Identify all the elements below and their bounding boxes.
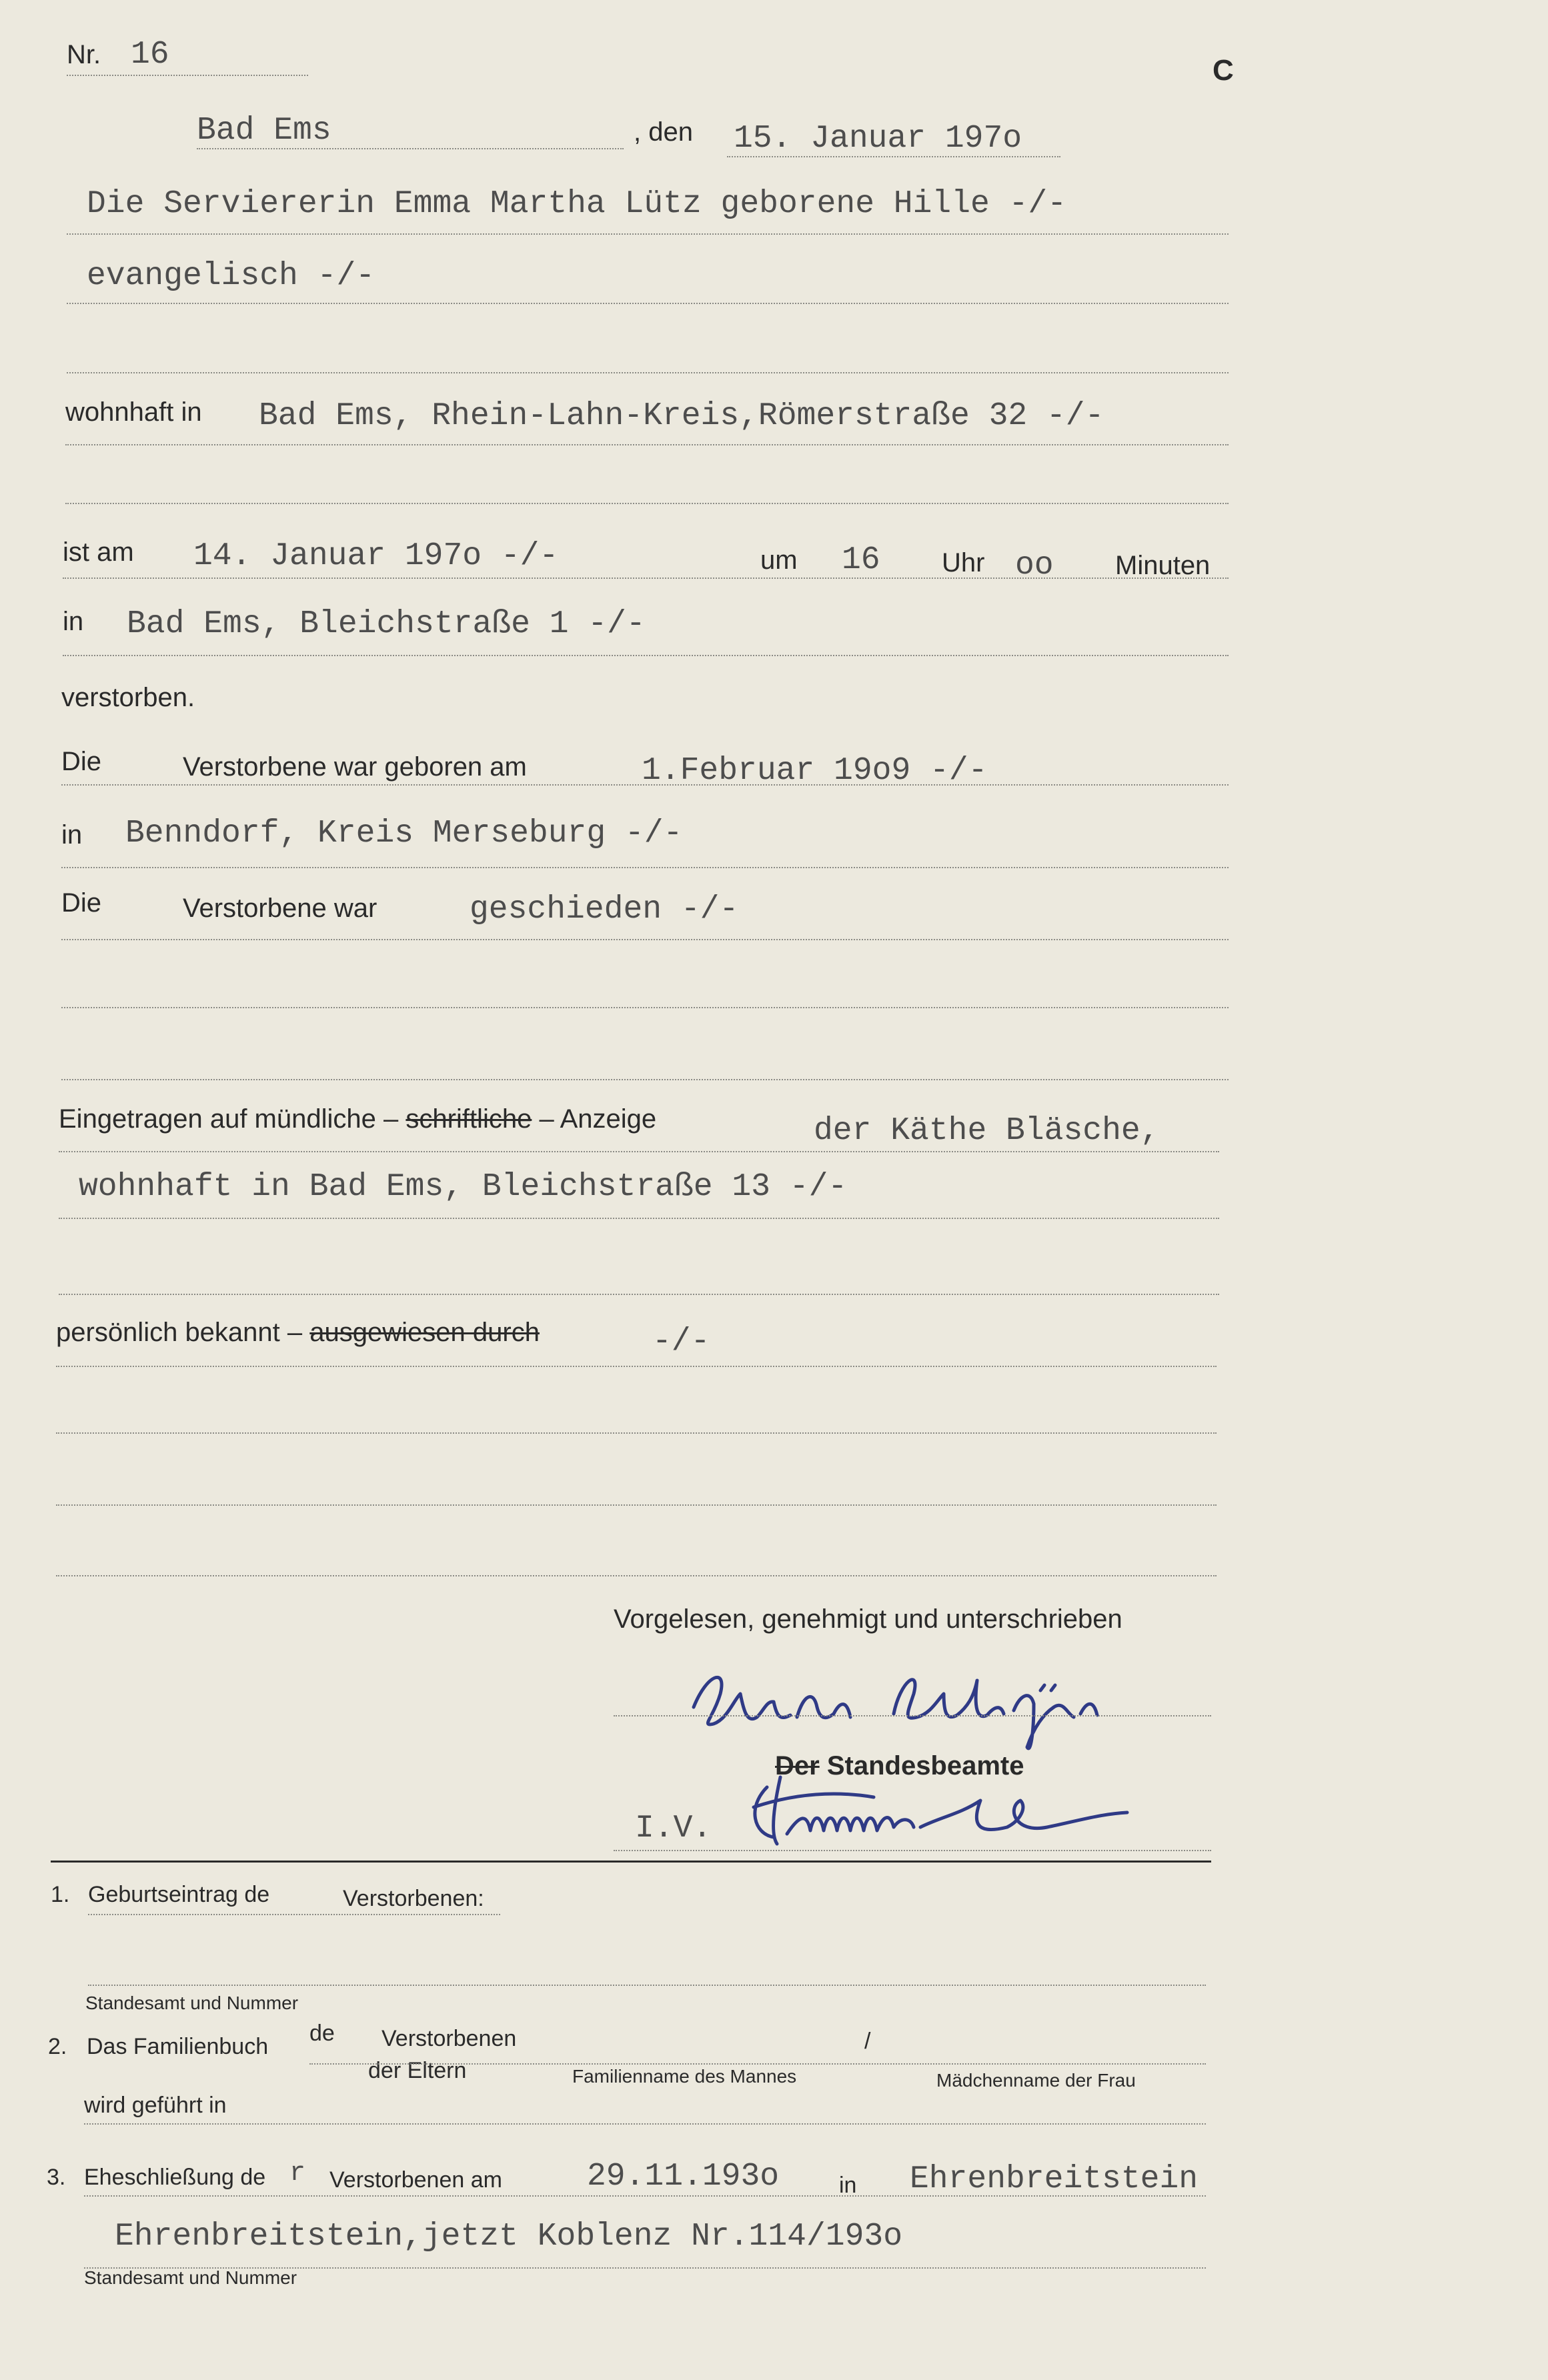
status-war-label: Verstorbene war (183, 894, 377, 923)
residence-value: Bad Ems, Rhein-Lahn-Kreis,Römerstraße 32 -/- (259, 398, 1104, 434)
death-in-label: in (63, 607, 84, 636)
status-underline (61, 939, 1229, 940)
blank-underline-8 (56, 1575, 1217, 1576)
blank-underline-1 (67, 372, 1229, 373)
item1-underline-2 (88, 1985, 1206, 1986)
minuten-label: Minuten (1115, 551, 1211, 580)
item2-caption-wife: Mädchenname der Frau (936, 2070, 1136, 2091)
item2-de: de (309, 2021, 335, 2046)
item1-underline-1 (88, 1914, 500, 1915)
person-underline-2 (67, 303, 1229, 304)
official-title-text: Standesbeamte (826, 1751, 1024, 1780)
identification-underline (56, 1366, 1217, 1367)
den-label: , den (634, 117, 693, 147)
blank-underline-7 (56, 1504, 1217, 1506)
item2-verstorbenen: Verstorbenen (381, 2026, 517, 2051)
ist-am-label: ist am (63, 537, 134, 567)
item1-label-b: Verstorbenen: (343, 1886, 484, 1911)
place-underline (197, 148, 624, 149)
death-time-underline (63, 577, 1229, 579)
registration-label-struck: schriftliche (406, 1104, 532, 1134)
status-value: geschieden -/- (470, 892, 739, 928)
residence-label: wohnhaft in (65, 397, 202, 427)
birth-die-label: Die (61, 747, 102, 776)
informant-signature-underline (614, 1715, 1211, 1716)
item3-suffix: r (289, 2159, 306, 2189)
blank-underline-5 (59, 1294, 1219, 1295)
item2-wird-label: wird geführt in (84, 2093, 227, 2118)
nr-label: Nr. (67, 40, 101, 69)
registration-label-a: Eingetragen auf mündliche – (59, 1104, 399, 1134)
item3-place: Ehrenbreitstein (910, 2161, 1199, 2197)
item3-in-label: in (839, 2173, 857, 2198)
person-line-2: evangelisch -/- (87, 258, 375, 294)
death-place-underline (63, 655, 1229, 656)
nr-value: 16 (131, 37, 169, 73)
item3-registry: Ehrenbreitstein,jetzt Koblenz Nr.114/193o (115, 2219, 902, 2255)
registration-value-1: der Käthe Bläsche, (814, 1113, 1160, 1149)
date-underline (727, 156, 1060, 157)
item3-label: Eheschließung de (84, 2165, 266, 2190)
status-die-label: Die (61, 888, 102, 918)
item3-caption: Standesamt und Nummer (84, 2267, 297, 2288)
blank-underline-2 (65, 503, 1229, 504)
item3-label-b: Verstorbenen am (329, 2167, 502, 2193)
item1-label: Geburtseintrag de (88, 1882, 270, 1907)
registration-underline-1 (59, 1151, 1219, 1152)
corner-letter: C (1213, 54, 1234, 87)
official-signature-underline (614, 1850, 1211, 1851)
item3-date: 29.11.193o (587, 2159, 780, 2195)
birth-place-underline (61, 867, 1229, 868)
item2-underline-1 (309, 2063, 1206, 2065)
identification-label-a: persönlich bekannt – (56, 1318, 303, 1347)
item2-eltern: der Eltern (368, 2058, 467, 2083)
residence-underline (65, 444, 1229, 445)
blank-underline-4 (61, 1079, 1229, 1080)
official-title-struck: Der (775, 1751, 820, 1780)
item2-caption-husband: Familienname des Mannes (572, 2066, 797, 2087)
identification-value: -/- (652, 1324, 710, 1360)
place-value: Bad Ems (197, 113, 331, 149)
item1-caption: Standesamt und Nummer (85, 1993, 299, 2013)
blank-underline-3 (61, 1007, 1229, 1008)
registration-label (59, 1106, 656, 1132)
death-date: 14. Januar 197o -/- (193, 538, 559, 574)
registration-value-2: wohnhaft in Bad Ems, Bleichstraße 13 -/- (79, 1169, 848, 1205)
uhr-label: Uhr (942, 548, 985, 577)
registration-underline-2 (59, 1218, 1219, 1219)
item2-slash: / (864, 2029, 871, 2054)
nr-underline (67, 75, 308, 76)
footer-separator (51, 1861, 1211, 1863)
item2-number: 2. (48, 2034, 67, 2059)
person-underline-1 (67, 233, 1229, 235)
identification-label (56, 1319, 540, 1346)
death-place: Bad Ems, Bleichstraße 1 -/- (127, 606, 646, 642)
death-hour: 16 (842, 542, 880, 578)
birth-date: 1.Februar 19o9 -/- (642, 753, 988, 789)
read-approved-text: Vorgelesen, genehmigt und unterschrieben (614, 1604, 1122, 1634)
registration-label-b: – Anzeige (539, 1104, 657, 1134)
item2-underline-2 (84, 2123, 1206, 2125)
item3-underline-1 (84, 2195, 1206, 2197)
item2-label: Das Familienbuch (87, 2034, 269, 2059)
death-minute: oo (1015, 547, 1054, 583)
person-line-1: Die Serviererin Emma Martha Lütz geborene Hille -/- (87, 186, 1067, 222)
birth-geboren-label: Verstorbene war geboren am (183, 752, 527, 782)
birth-place: Benndorf, Kreis Merseburg -/- (125, 816, 683, 852)
birth-date-underline (61, 784, 1229, 786)
date-value: 15. Januar 197o (734, 121, 1022, 157)
um-label: um (760, 545, 798, 575)
verstorben-label: verstorben. (61, 683, 195, 712)
identification-label-struck: ausgewiesen durch (309, 1318, 540, 1347)
item3-number: 3. (47, 2165, 66, 2190)
blank-underline-6 (56, 1432, 1217, 1434)
item1-number: 1. (51, 1882, 70, 1907)
birth-in-label: in (61, 820, 83, 850)
iv-label: I.V. (635, 1811, 712, 1847)
